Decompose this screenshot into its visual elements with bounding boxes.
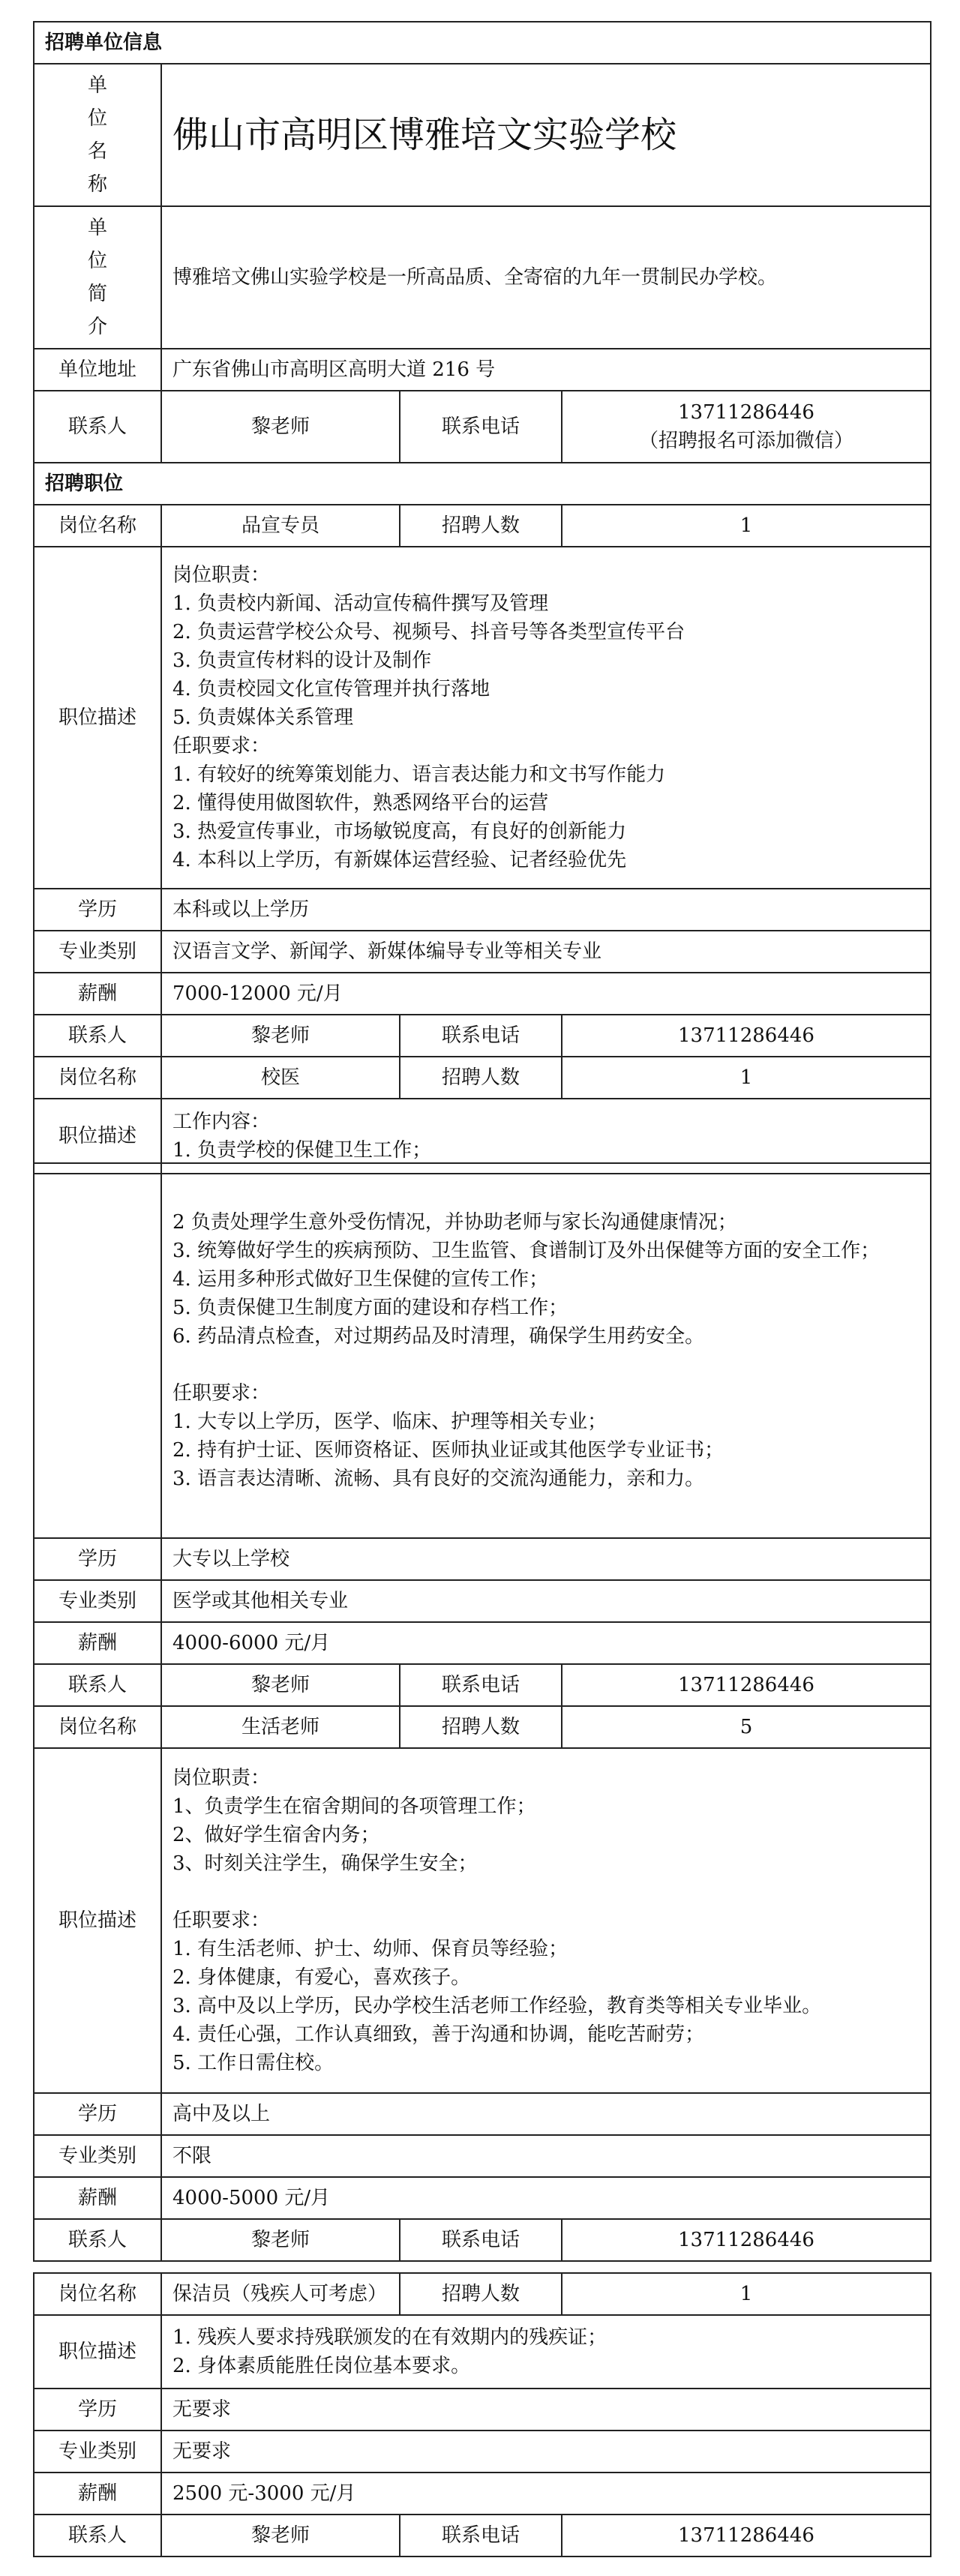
edu-label: 学历	[34, 2093, 161, 2135]
contact-value: 黎老师	[161, 391, 400, 463]
count-label: 招聘人数	[400, 2273, 562, 2315]
desc-label: 职位描述	[34, 1748, 161, 2093]
phone-label: 联系电话	[400, 2515, 562, 2557]
recruitment-table-2	[33, 1162, 930, 2262]
major-value: 无要求	[161, 2431, 931, 2473]
position-label: 岗位名称	[34, 2273, 161, 2315]
count-value: 1	[562, 1057, 931, 1099]
contact-label: 联系人	[34, 1015, 161, 1057]
desc-label: 职位描述	[34, 547, 161, 889]
unit-name: 佛山市高明区博雅培文实验学校	[161, 64, 931, 206]
phone-value: 13711286446	[562, 2515, 931, 2557]
major-value: 医学或其他相关专业	[161, 1580, 931, 1622]
major-value: 汉语言文学、新闻学、新媒体编导专业等相关专业	[161, 931, 931, 973]
salary-value: 4000-5000 元/月	[161, 2177, 931, 2219]
address-value: 广东省佛山市高明区高明大道 216 号	[161, 349, 931, 391]
recruitment-table-1	[33, 21, 930, 1174]
phone-value: 13711286446	[562, 1015, 931, 1057]
contact-label: 联系人	[34, 2515, 161, 2557]
desc-label: 职位描述	[34, 1099, 161, 1174]
salary-label: 薪酬	[34, 2473, 161, 2515]
count-label: 招聘人数	[400, 505, 562, 547]
edu-label: 学历	[34, 889, 161, 931]
unit-name-label: 单 位 名 称	[34, 64, 161, 206]
phone-value: 13711286446 （招聘报名可添加微信）	[562, 391, 931, 463]
edu-label: 学历	[34, 1538, 161, 1580]
count-value: 5	[562, 1706, 931, 1748]
salary-value: 2500 元-3000 元/月	[161, 2473, 931, 2515]
position-label: 岗位名称	[34, 1057, 161, 1099]
salary-label: 薪酬	[34, 1622, 161, 1664]
position-value: 品宣专员	[161, 505, 400, 547]
major-label: 专业类别	[34, 2431, 161, 2473]
phone-label: 联系电话	[400, 1664, 562, 1706]
section-title-jobs: 招聘职位	[34, 463, 931, 505]
phone-label: 联系电话	[400, 2219, 562, 2261]
salary-label: 薪酬	[34, 973, 161, 1015]
edu-value: 无要求	[161, 2389, 931, 2431]
contact-label: 联系人	[34, 1664, 161, 1706]
edu-value: 本科或以上学历	[161, 889, 931, 931]
major-value: 不限	[161, 2135, 931, 2177]
contact-label: 联系人	[34, 391, 161, 463]
phone-value: 13711286446	[562, 1664, 931, 1706]
edu-value: 大专以上学校	[161, 1538, 931, 1580]
salary-value: 7000-12000 元/月	[161, 973, 931, 1015]
contact-value: 黎老师	[161, 2515, 400, 2557]
contact-label: 联系人	[34, 2219, 161, 2261]
salary-label: 薪酬	[34, 2177, 161, 2219]
count-value: 1	[562, 505, 931, 547]
recruitment-table-3	[33, 2272, 930, 2557]
job-description: 岗位职责： 1. 负责校内新闻、活动宣传稿件撰写及管理 2. 负责运营学校公众号、视频号、抖音号等各类型宣传平台 3. 负责宣传材料的设计及制作 4. 负责校园文化宣传管理并执行落地 5. 负责媒体关系管理 任职要求： 1. 有较好的统筹策划能力、语言表达能力和文书写作能力 2. 懂得使用做图软件，熟悉网络平台的运营 3. 热爱宣传事业，市场敏锐度高，有良好的创新能力 4. 本科以上学历，有新媒体运营经验、记者经验优先	[161, 547, 931, 889]
contact-value: 黎老师	[161, 2219, 400, 2261]
address-label: 单位地址	[34, 349, 161, 391]
section-title-unit: 招聘单位信息	[34, 22, 931, 64]
edu-label: 学历	[34, 2389, 161, 2431]
phone-label: 联系电话	[400, 1015, 562, 1057]
phone-label: 联系电话	[400, 391, 562, 463]
count-value: 1	[562, 2273, 931, 2315]
position-label: 岗位名称	[34, 1706, 161, 1748]
major-label: 专业类别	[34, 2135, 161, 2177]
count-label: 招聘人数	[400, 1706, 562, 1748]
position-label: 岗位名称	[34, 505, 161, 547]
desc-label: 职位描述	[34, 2315, 161, 2389]
job-description: 岗位职责： 1、负责学生在宿舍期间的各项管理工作； 2、做好学生宿舍内务； 3、时刻关注学生，确保学生安全； 任职要求： 1. 有生活老师、护士、幼师、保育员等经验； 2. 身体健康，有爱心，喜欢孩子。 3. 高中及以上学历，民办学校生活老师工作经验，教育类等相关专业毕业。 4. 责任心强，工作认真细致，善于沟通和协调，能吃苦耐劳； 5. 工作日需住校。	[161, 1748, 931, 2093]
position-value: 保洁员（残疾人可考虑）	[161, 2273, 400, 2315]
edu-value: 高中及以上	[161, 2093, 931, 2135]
major-label: 专业类别	[34, 931, 161, 973]
job-description-continued: 2 负责处理学生意外受伤情况，并协助老师与家长沟通健康情况； 3. 统筹做好学生的疾病预防、卫生监管、食谱制订及外出保健等方面的安全工作； 4. 运用多种形式做好卫生保健的宣传工作； 5. 负责保健卫生制度方面的建设和存档工作； 6. 药品清点检查，对过期药品及时清理，确保学生用药安全。 任职要求： 1. 大专以上学历，医学、临床、护理等相关专业； 2. 持有护士证、医师资格证、医师执业证或其他医学专业证书； 3. 语言表达清晰、流畅、具有良好的交流沟通能力，亲和力。	[161, 1163, 931, 1538]
unit-intro: 博雅培文佛山实验学校是一所高品质、全寄宿的九年一贯制民办学校。	[161, 206, 931, 349]
contact-value: 黎老师	[161, 1664, 400, 1706]
unit-intro-label: 单 位 简 介	[34, 206, 161, 349]
major-label: 专业类别	[34, 1580, 161, 1622]
job-description: 1. 残疾人要求持残联颁发的在有效期内的残疾证； 2. 身体素质能胜任岗位基本要求。	[161, 2315, 931, 2389]
salary-value: 4000-6000 元/月	[161, 1622, 931, 1664]
position-value: 校医	[161, 1057, 400, 1099]
position-value: 生活老师	[161, 1706, 400, 1748]
desc-label-continued	[34, 1163, 161, 1538]
count-label: 招聘人数	[400, 1057, 562, 1099]
job-description: 工作内容： 1. 负责学校的保健卫生工作；	[161, 1099, 931, 1174]
contact-value: 黎老师	[161, 1015, 400, 1057]
phone-value: 13711286446	[562, 2219, 931, 2261]
